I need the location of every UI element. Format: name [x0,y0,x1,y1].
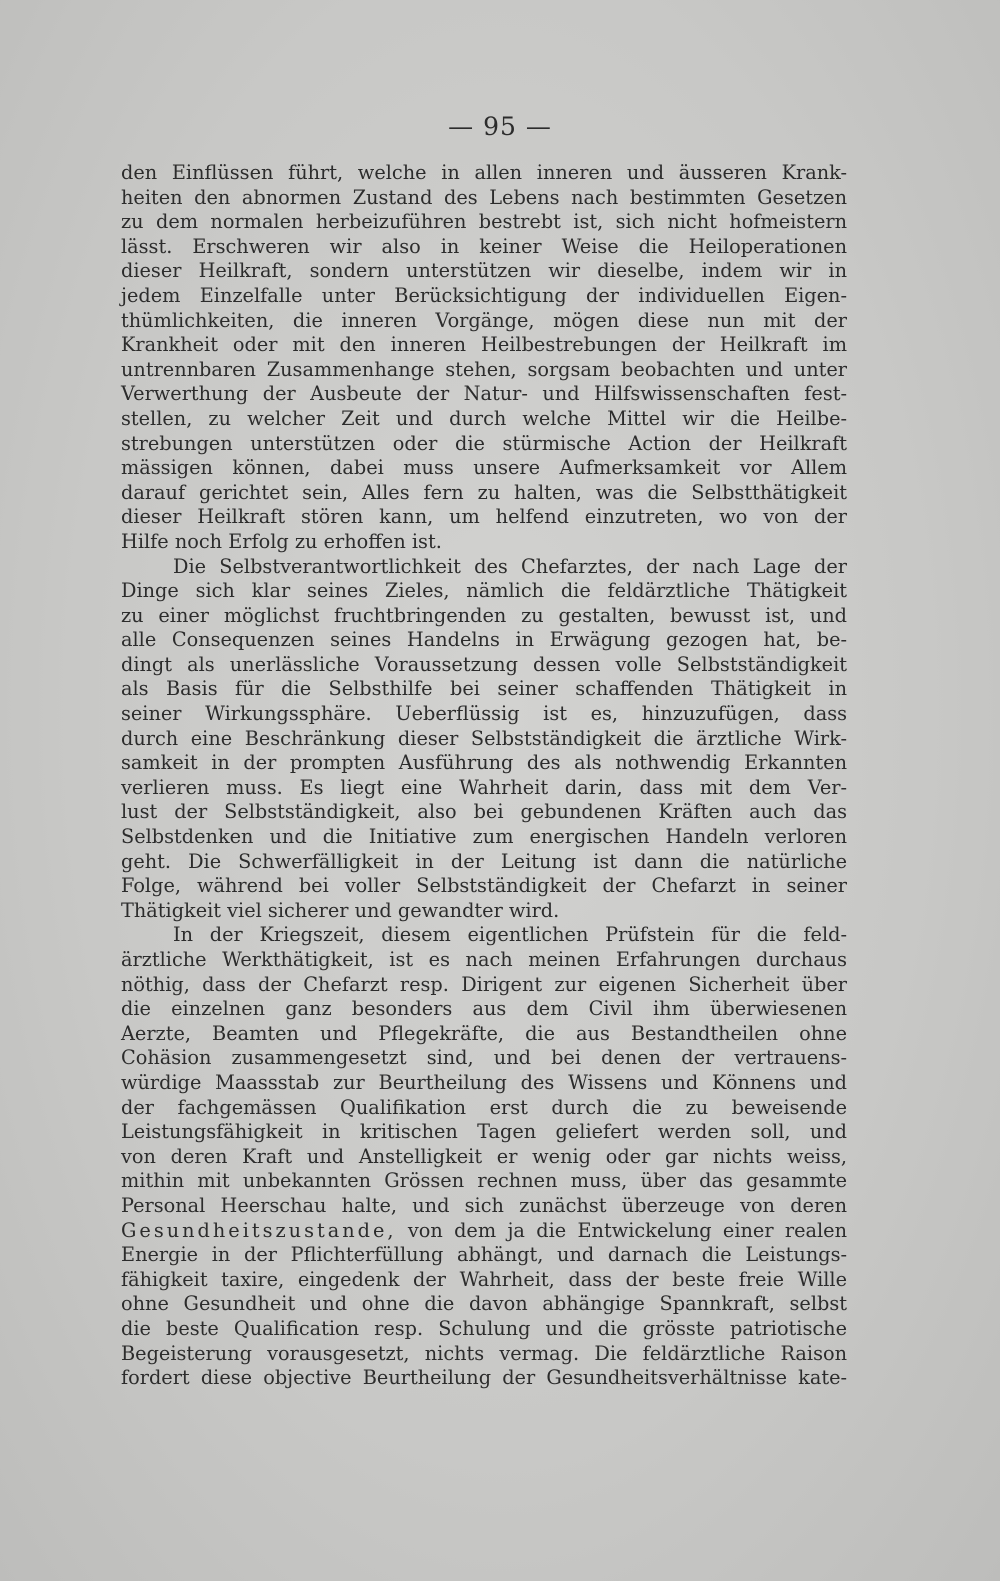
text-line: die beste Qualification resp. Schulung und die grösste patriotische [121,1316,847,1340]
text-line: alle Consequenzen seines Handelns in Erwägung gezogen hat, be- [121,628,847,652]
text-line: ohne Gesundheit und ohne die davon abhängige Spannkraft, selbst [121,1292,847,1316]
text-line: fordert diese objective Beurtheilung der Gesundheitsverhältnisse kate- [121,1366,847,1390]
text-line: Hilfe noch Erfolg zu erhoffen ist. [121,529,442,553]
text-line: dingt als unerlässliche Voraussetzung dessen volle Selbstständigkeit [121,652,847,676]
text-line: Selbstdenken und die Initiative zum energischen Handeln verloren [121,825,847,849]
text-line: der fachgemässen Qualifikation erst durch die zu beweisende [121,1095,847,1119]
paragraph-first-line: In der Kriegszeit, diesem eigentlichen Prüfstein für die feld- [173,923,847,947]
text-line: thümlichkeiten, die inneren Vorgänge, mögen diese nun mit der [121,308,847,332]
text-line: nöthig, dass der Chefarzt resp. Dirigent zur eigenen Sicherheit über [121,972,847,996]
text-line: geht. Die Schwerfälligkeit in der Leitung ist dann die natürliche [121,849,847,873]
text-line: Cohäsion zusammengesetzt sind, und bei denen der vertrauens- [121,1046,847,1070]
text-line: heiten den abnormen Zustand des Lebens nach bestimmten Gesetzen [121,185,847,209]
text-line: Energie in der Pflichterfüllung abhängt, und darnach die Leistungs- [121,1243,847,1267]
text-line: dieser Heilkraft, sondern unterstützen wir dieselbe, indem wir in [121,259,847,283]
spaced-emphasis: Gesundheitszustande, [121,1218,397,1242]
text-line: jedem Einzelfalle unter Berücksichtigung der individuellen Eigen- [121,283,847,307]
paragraph-first-line: Die Selbstverantwortlichkeit des Chefarztes, der nach Lage der [173,554,847,578]
text-line: mithin mit unbekannten Grössen rechnen muss, über das gesammte [121,1169,847,1193]
text-line: lässt. Erschweren wir also in keiner Weise die Heiloperationen [121,234,847,258]
text-line: verlieren muss. Es liegt eine Wahrheit darin, dass mit dem Ver- [121,775,847,799]
text-line: Aerzte, Beamten und Pflegekräfte, die aus Bestandtheilen ohne [121,1021,847,1045]
text-line: durch eine Beschränkung dieser Selbstständigkeit die ärztliche Wirk- [121,726,847,750]
text-line: Personal Heerschau halte, und sich zunächst überzeuge von deren [121,1193,847,1217]
text-line: untrennbaren Zusammenhange stehen, sorgsam beobachten und unter [121,357,847,381]
text-line: fähigkeit taxire, eingedenk der Wahrheit, dass der beste freie Wille [121,1267,847,1291]
text-line: Thätigkeit viel sicherer und gewandter wird. [121,898,560,922]
text-line: darauf gerichtet sein, Alles fern zu halten, was die Selbstthätigkeit [121,480,847,504]
text-line: Begeisterung vorausgesetzt, nichts vermag. Die feldärztliche Raison [121,1341,847,1365]
text-line: als Basis für die Selbsthilfe bei seiner schaffenden Thätigkeit in [121,677,847,701]
text-line: stellen, zu welcher Zeit und durch welche Mittel wir die Heilbe- [121,406,847,430]
text-line: seiner Wirkungssphäre. Ueberflüssig ist es, hinzuzufügen, dass [121,702,847,726]
text-line: Leistungsfähigkeit in kritischen Tagen geliefert werden soll, und [121,1120,847,1144]
text-line: von deren Kraft und Anstelligkeit er wenig oder gar nichts weiss, [121,1144,847,1168]
text-line: zu dem normalen herbeizuführen bestrebt ist, sich nicht hofmeistern [121,210,847,234]
text-line: die einzelnen ganz besonders aus dem Civil ihm überwiesenen [121,997,847,1021]
text-line: Krankheit oder mit den inneren Heilbestrebungen der Heilkraft im [121,333,847,357]
text-line spaced-word-line: Gesundheitszustande, von dem ja die Entwickelung einer realen [121,1218,847,1242]
text-line: strebungen unterstützen oder die stürmische Action der Heilkraft [121,431,847,455]
text-line: würdige Maassstab zur Beurtheilung des Wissens und Könnens und [121,1070,847,1094]
text-line: Verwerthung der Ausbeute der Natur- und Hilfswissenschaften fest- [121,382,847,406]
text-line: mässigen können, dabei muss unsere Aufmerksamkeit vor Allem [121,456,847,480]
text-line: Folge, während bei voller Selbstständigkeit der Chefarzt in seiner [121,874,847,898]
text-line: dieser Heilkraft stören kann, um helfend einzutreten, wo von der [121,505,847,529]
page-number: — 95 — [448,112,552,141]
text-line: samkeit in der prompten Ausführung des als nothwendig Erkannten [121,751,847,775]
body-text [121,161,847,1391]
text-line: Dinge sich klar seines Zieles, nämlich die feldärztliche Thätigkeit [121,579,847,603]
text-line: ärztliche Werkthätigkeit, ist es nach meinen Erfahrungen durchaus [121,948,847,971]
text-line: den Einflüssen führt, welche in allen inneren und äusseren Krank- [121,161,847,184]
text-line: lust der Selbstständigkeit, also bei gebundenen Kräften auch das [121,800,847,824]
text-line: zu einer möglichst fruchtbringenden zu gestalten, bewusst ist, und [121,603,847,627]
